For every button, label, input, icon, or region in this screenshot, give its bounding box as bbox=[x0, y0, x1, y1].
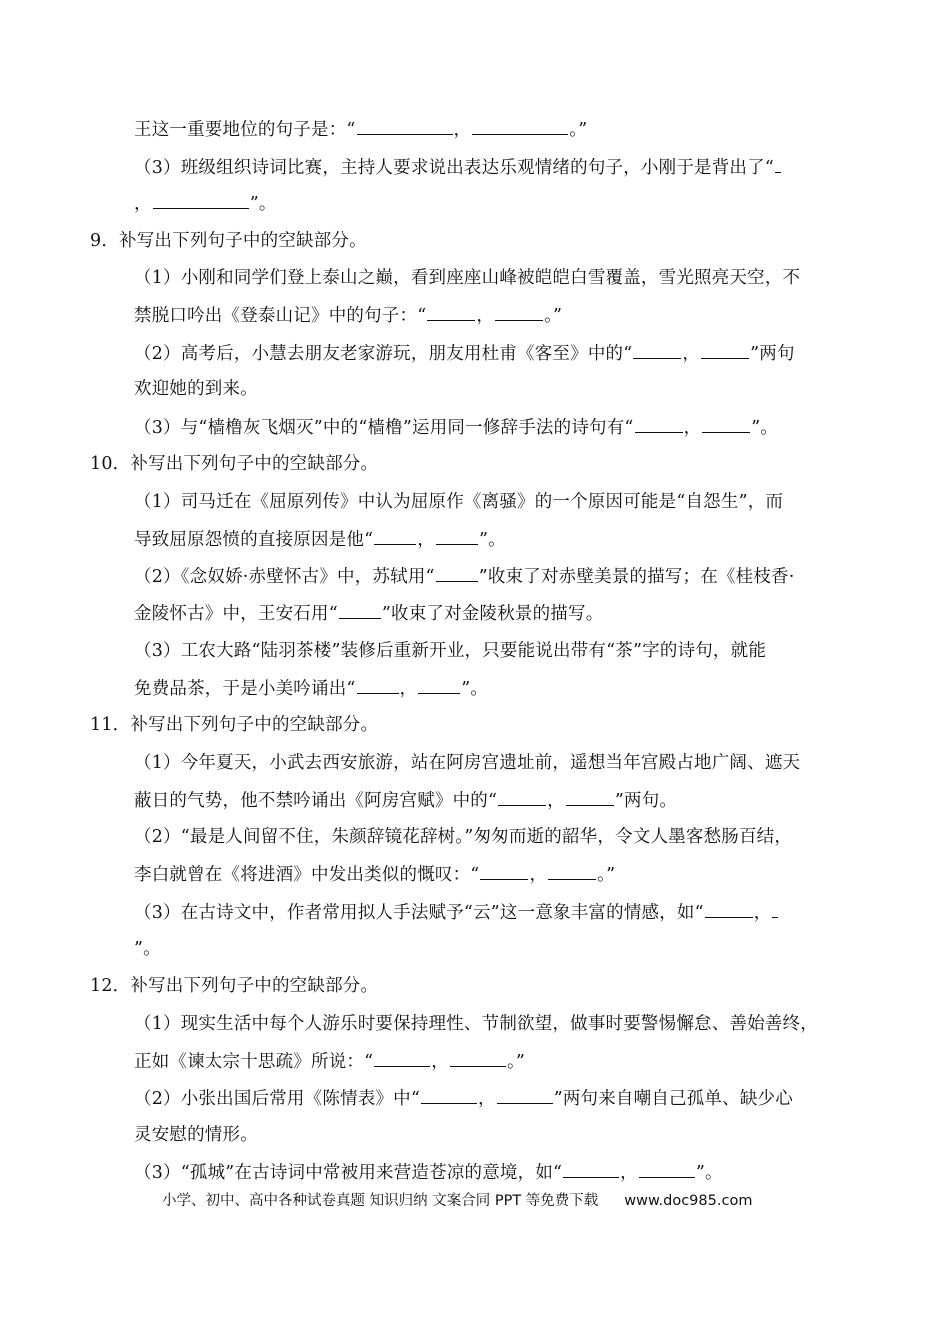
page-footer bbox=[162, 1189, 752, 1210]
text: ”两句。 bbox=[614, 791, 678, 811]
text: ， bbox=[529, 865, 548, 885]
text: ”两句 bbox=[750, 344, 795, 364]
answer-blank[interactable] bbox=[772, 900, 778, 918]
answer-blank[interactable] bbox=[548, 862, 596, 880]
text: 蔽日的气势，他不禁吟诵出《阿房宫赋》中的“ bbox=[134, 791, 498, 811]
q12-1-line2 bbox=[134, 1049, 525, 1074]
footer-text: 小学、初中、高中各种试卷真题 知识归纳 文案合同 PPT 等免费下载 bbox=[162, 1193, 599, 1209]
answer-blank[interactable] bbox=[450, 1049, 506, 1067]
question-12-heading: 12．补写出下列句子中的空缺部分。 bbox=[90, 976, 379, 996]
q8-3-text-line2 bbox=[134, 191, 277, 216]
answer-blank[interactable] bbox=[705, 900, 753, 918]
text: ， bbox=[399, 679, 418, 699]
question-10-heading: 10．补写出下列句子中的空缺部分。 bbox=[90, 454, 379, 474]
answer-blank[interactable] bbox=[497, 1086, 553, 1104]
text: ， bbox=[620, 1163, 638, 1183]
q9-3-line1 bbox=[134, 415, 778, 440]
answer-blank[interactable] bbox=[421, 1086, 477, 1104]
answer-blank[interactable] bbox=[495, 303, 543, 321]
answer-blank[interactable] bbox=[427, 303, 475, 321]
q12-3-line1 bbox=[134, 1160, 723, 1185]
text: ”。 bbox=[751, 418, 779, 438]
answer-blank[interactable] bbox=[436, 527, 478, 545]
text: 免费品茶，于是小美吟诵出“ bbox=[134, 679, 356, 699]
text: ”。 bbox=[695, 1163, 723, 1183]
q11-2-line1: （2）“最是人间留不住，朱颜辞镜花辞树。”匆匆而逝的韶华，令文人墨客愁肠百结， bbox=[134, 827, 793, 847]
answer-blank[interactable] bbox=[374, 527, 416, 545]
text: ”。 bbox=[461, 679, 489, 699]
q9-2-line1 bbox=[134, 341, 795, 366]
answer-blank[interactable] bbox=[436, 564, 478, 582]
q11-1-line1: （1）今年夏天，小武去西安旅游，站在阿房宫遗址前，遥想当年宫殿占地广阔、遮天 bbox=[134, 753, 801, 773]
text: 。” bbox=[597, 865, 616, 885]
text: ， bbox=[431, 1052, 449, 1072]
q11-3-line1 bbox=[134, 900, 779, 925]
text: （2）小张出国后常用《陈情表》中“ bbox=[134, 1089, 420, 1109]
q10-2-line2 bbox=[134, 601, 603, 626]
text: （3）与“樯橹灰飞烟灭”中的“樯橹”运用同一修辞手法的诗句有“ bbox=[134, 418, 634, 438]
text: ， bbox=[134, 194, 152, 214]
text: 导致屈原怨愤的直接原因是他“ bbox=[134, 530, 374, 550]
question-9-heading: 9．补写出下列句子中的空缺部分。 bbox=[90, 231, 367, 251]
answer-blank[interactable] bbox=[472, 117, 568, 135]
text: （3）在古诗文中，作者常用拟人手法赋予“云”这一意象丰富的情感，如“ bbox=[134, 903, 704, 923]
answer-blank[interactable] bbox=[633, 341, 681, 359]
text: ， bbox=[547, 791, 565, 811]
text: 。” bbox=[569, 120, 588, 140]
text: ， bbox=[417, 530, 435, 550]
q10-1-line1: （1）司马迁在《屈原列传》中认为屈原作《离骚》的一个原因可能是“自怨生”，而 bbox=[134, 492, 784, 512]
text: （2）《念奴娇·赤壁怀古》中，苏轼用“ bbox=[134, 567, 435, 587]
q11-3-line2: ”。 bbox=[134, 939, 161, 959]
q12-2-line2: 灵安慰的情形。 bbox=[134, 1125, 258, 1145]
text: （2）高考后，小慧去朋友老家游玩，朋友用杜甫《客至》中的“ bbox=[134, 344, 633, 364]
answer-blank[interactable] bbox=[480, 862, 528, 880]
answer-blank[interactable] bbox=[357, 117, 453, 135]
q10-3-line2 bbox=[134, 676, 488, 701]
text: ， bbox=[683, 418, 702, 438]
answer-blank[interactable] bbox=[566, 788, 614, 806]
text: 王这一重要地位的句子是：“ bbox=[134, 120, 356, 140]
q11-2-line2 bbox=[134, 862, 615, 887]
q9-1-line2 bbox=[134, 303, 562, 328]
answer-blank[interactable] bbox=[374, 1049, 430, 1067]
answer-blank[interactable] bbox=[498, 788, 546, 806]
text: （3）班级组织诗词比赛，主持人要求说出表达乐观情绪的句子，小刚于是背出了“ bbox=[134, 158, 774, 178]
text: ， bbox=[753, 903, 772, 923]
answer-blank[interactable] bbox=[639, 1160, 695, 1178]
text: 。” bbox=[544, 306, 563, 326]
q8-3-text-line1 bbox=[134, 155, 782, 180]
text: ， bbox=[476, 306, 495, 326]
q10-2-line1 bbox=[134, 564, 795, 589]
text: 金陵怀古》中，王安石用“ bbox=[134, 604, 338, 624]
text: 。” bbox=[506, 1052, 526, 1072]
answer-blank[interactable] bbox=[702, 415, 750, 433]
text: ， bbox=[477, 1089, 496, 1109]
q12-1-line1: （1）现实生活中每个人游乐时要保持理性、节制欲望，做事时要警惕懈怠、善始善终， bbox=[134, 1014, 818, 1034]
answer-blank[interactable] bbox=[775, 155, 781, 173]
answer-blank[interactable] bbox=[701, 341, 749, 359]
text: 李白就曾在《将进酒》中发出类似的慨叹：“ bbox=[134, 865, 480, 885]
text: 正如《谏太宗十思疏》所说：“ bbox=[134, 1052, 374, 1072]
answer-blank[interactable] bbox=[563, 1160, 619, 1178]
text: （3）“孤城”在古诗词中常被用来营造苍凉的意境，如“ bbox=[134, 1163, 563, 1183]
text: ， bbox=[682, 344, 701, 364]
q8-2-text-line2 bbox=[134, 117, 587, 142]
q10-1-line2 bbox=[134, 527, 506, 552]
answer-blank[interactable] bbox=[357, 676, 399, 694]
text: ”收束了对赤壁美景的描写；在《桂枝香· bbox=[478, 567, 795, 587]
q9-1-line1: （1）小刚和同学们登上泰山之巅，看到座座山峰被皑皑白雪覆盖，雪光照亮天空，不 bbox=[134, 268, 801, 288]
text: 禁脱口吟出《登泰山记》中的句子：“ bbox=[134, 306, 427, 326]
text: ”。 bbox=[478, 530, 506, 550]
text: ， bbox=[453, 120, 472, 140]
q9-2-line2: 欢迎她的到来。 bbox=[134, 379, 258, 399]
answer-blank[interactable] bbox=[418, 676, 460, 694]
answer-blank[interactable] bbox=[635, 415, 683, 433]
q10-3-line1: （3）工农大路“陆羽茶楼”装修后重新开业，只要能说出带有“茶”字的诗句，就能 bbox=[134, 641, 767, 661]
answer-blank[interactable] bbox=[153, 191, 249, 209]
answer-blank[interactable] bbox=[339, 601, 381, 619]
question-11-heading: 11．补写出下列句子中的空缺部分。 bbox=[90, 715, 379, 735]
q12-2-line1 bbox=[134, 1086, 793, 1111]
footer-link[interactable]: www.doc985.com bbox=[624, 1193, 753, 1209]
q11-1-line2 bbox=[134, 788, 677, 813]
text: ”。 bbox=[249, 194, 277, 214]
text: ”收束了对金陵秋景的描写。 bbox=[381, 604, 604, 624]
text: ”两句来自嘲自己孤单、缺少心 bbox=[553, 1089, 793, 1109]
